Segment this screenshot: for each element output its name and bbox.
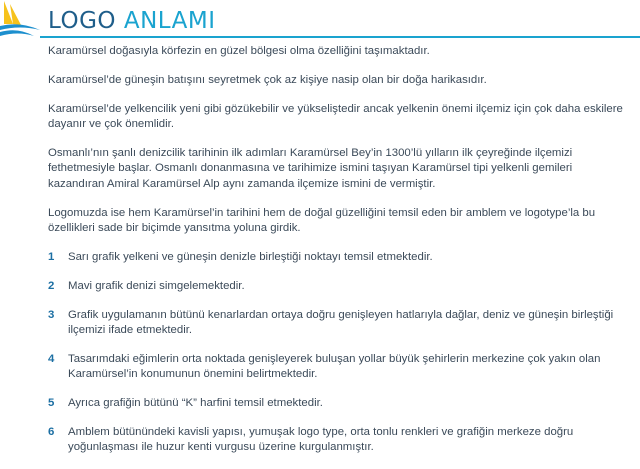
karamursel-logo-icon (0, 0, 40, 40)
list-item (48, 279, 628, 294)
list-text: Amblem bütünündeki kavisli yapısı, yumuşak logo type, orta tonlu renkleri ve grafiğin merkeze doğru yoğunlaşması ile huzur kenti vurgusu üzerine kurgulanmıştır. (68, 426, 574, 454)
page-title (48, 5, 216, 37)
paragraph: Karamürsel doğasıyla körfezin en güzel bölgesi olma özelliğini taşımaktadır. (48, 45, 430, 57)
paragraph: Logomuzda ise hem Karamürsel’in tarihini hem de doğal güzelliğini temsil eden bir amblem ve logotype’la bu özellikleri sade bir biçimde yansıtma yoluna girdik. (48, 206, 596, 234)
list-number: 3 (48, 308, 55, 321)
list-item (48, 308, 628, 338)
list-text: Ayrıca grafiğin bütünü “K” harfini temsil etmektedir. (68, 397, 323, 410)
title-underline (40, 36, 640, 38)
list-number: 2 (48, 279, 55, 292)
content-body (48, 44, 628, 469)
list-item (48, 250, 628, 265)
list-item (48, 396, 628, 411)
paragraph: Karamürsel’de güneşin batışını seyretmek çok az kişiye nasip olan bir doğa harikasıdır. (48, 74, 487, 86)
paragraph: Karamürsel’de yelkencilik yeni gibi gözükebilir ve yükseliştedir ancak yelkenin önemi ilçemiz için çok daha eskilere dayanır ve çok önemlidir. (48, 103, 623, 131)
list-text: Tasarımdaki eğimlerin orta noktada genişleyerek buluşan yollar büyük şehirlerin merkezine çok yakın olan Karamürsel’in konumunun önemini belirtmektedir. (68, 353, 601, 381)
list-number: 5 (48, 397, 55, 410)
list-number: 4 (48, 353, 55, 366)
meaning-list (48, 250, 628, 456)
title-anlami: ANLAMI (123, 8, 216, 34)
list-number: 6 (48, 426, 55, 439)
title-logo: LOGO (48, 8, 117, 34)
list-item (48, 352, 628, 382)
paragraph: Osmanlı’nın şanlı denizcilik tarihinin ilk adımları Karamürsel Bey’in 1300’lü yılların ilk çeyreğinde ilçemizi fethetmesiyle başlar. Osmanlı donanmasına ve tarihimize ismini taşıyan Karamürsel tipi yelkenli gemileri kazandıran Amiral Karamürsel Alp aynı zamanda ilçemize ismini de vermiştir. (48, 147, 573, 190)
list-number: 1 (48, 250, 55, 263)
list-text: Sarı grafik yelkeni ve güneşin denizle birleştiği noktayı temsil etmektedir. (68, 250, 433, 263)
list-text: Mavi grafik denizi simgelemektedir. (68, 279, 245, 292)
list-item (48, 425, 628, 455)
list-text: Grafik uygulamanın bütünü kenarlardan ortaya doğru genişleyen hatlarıyla dağlar, deniz ve güneşin birleştiği ilçemizi ifade etmektedir. (68, 308, 614, 337)
